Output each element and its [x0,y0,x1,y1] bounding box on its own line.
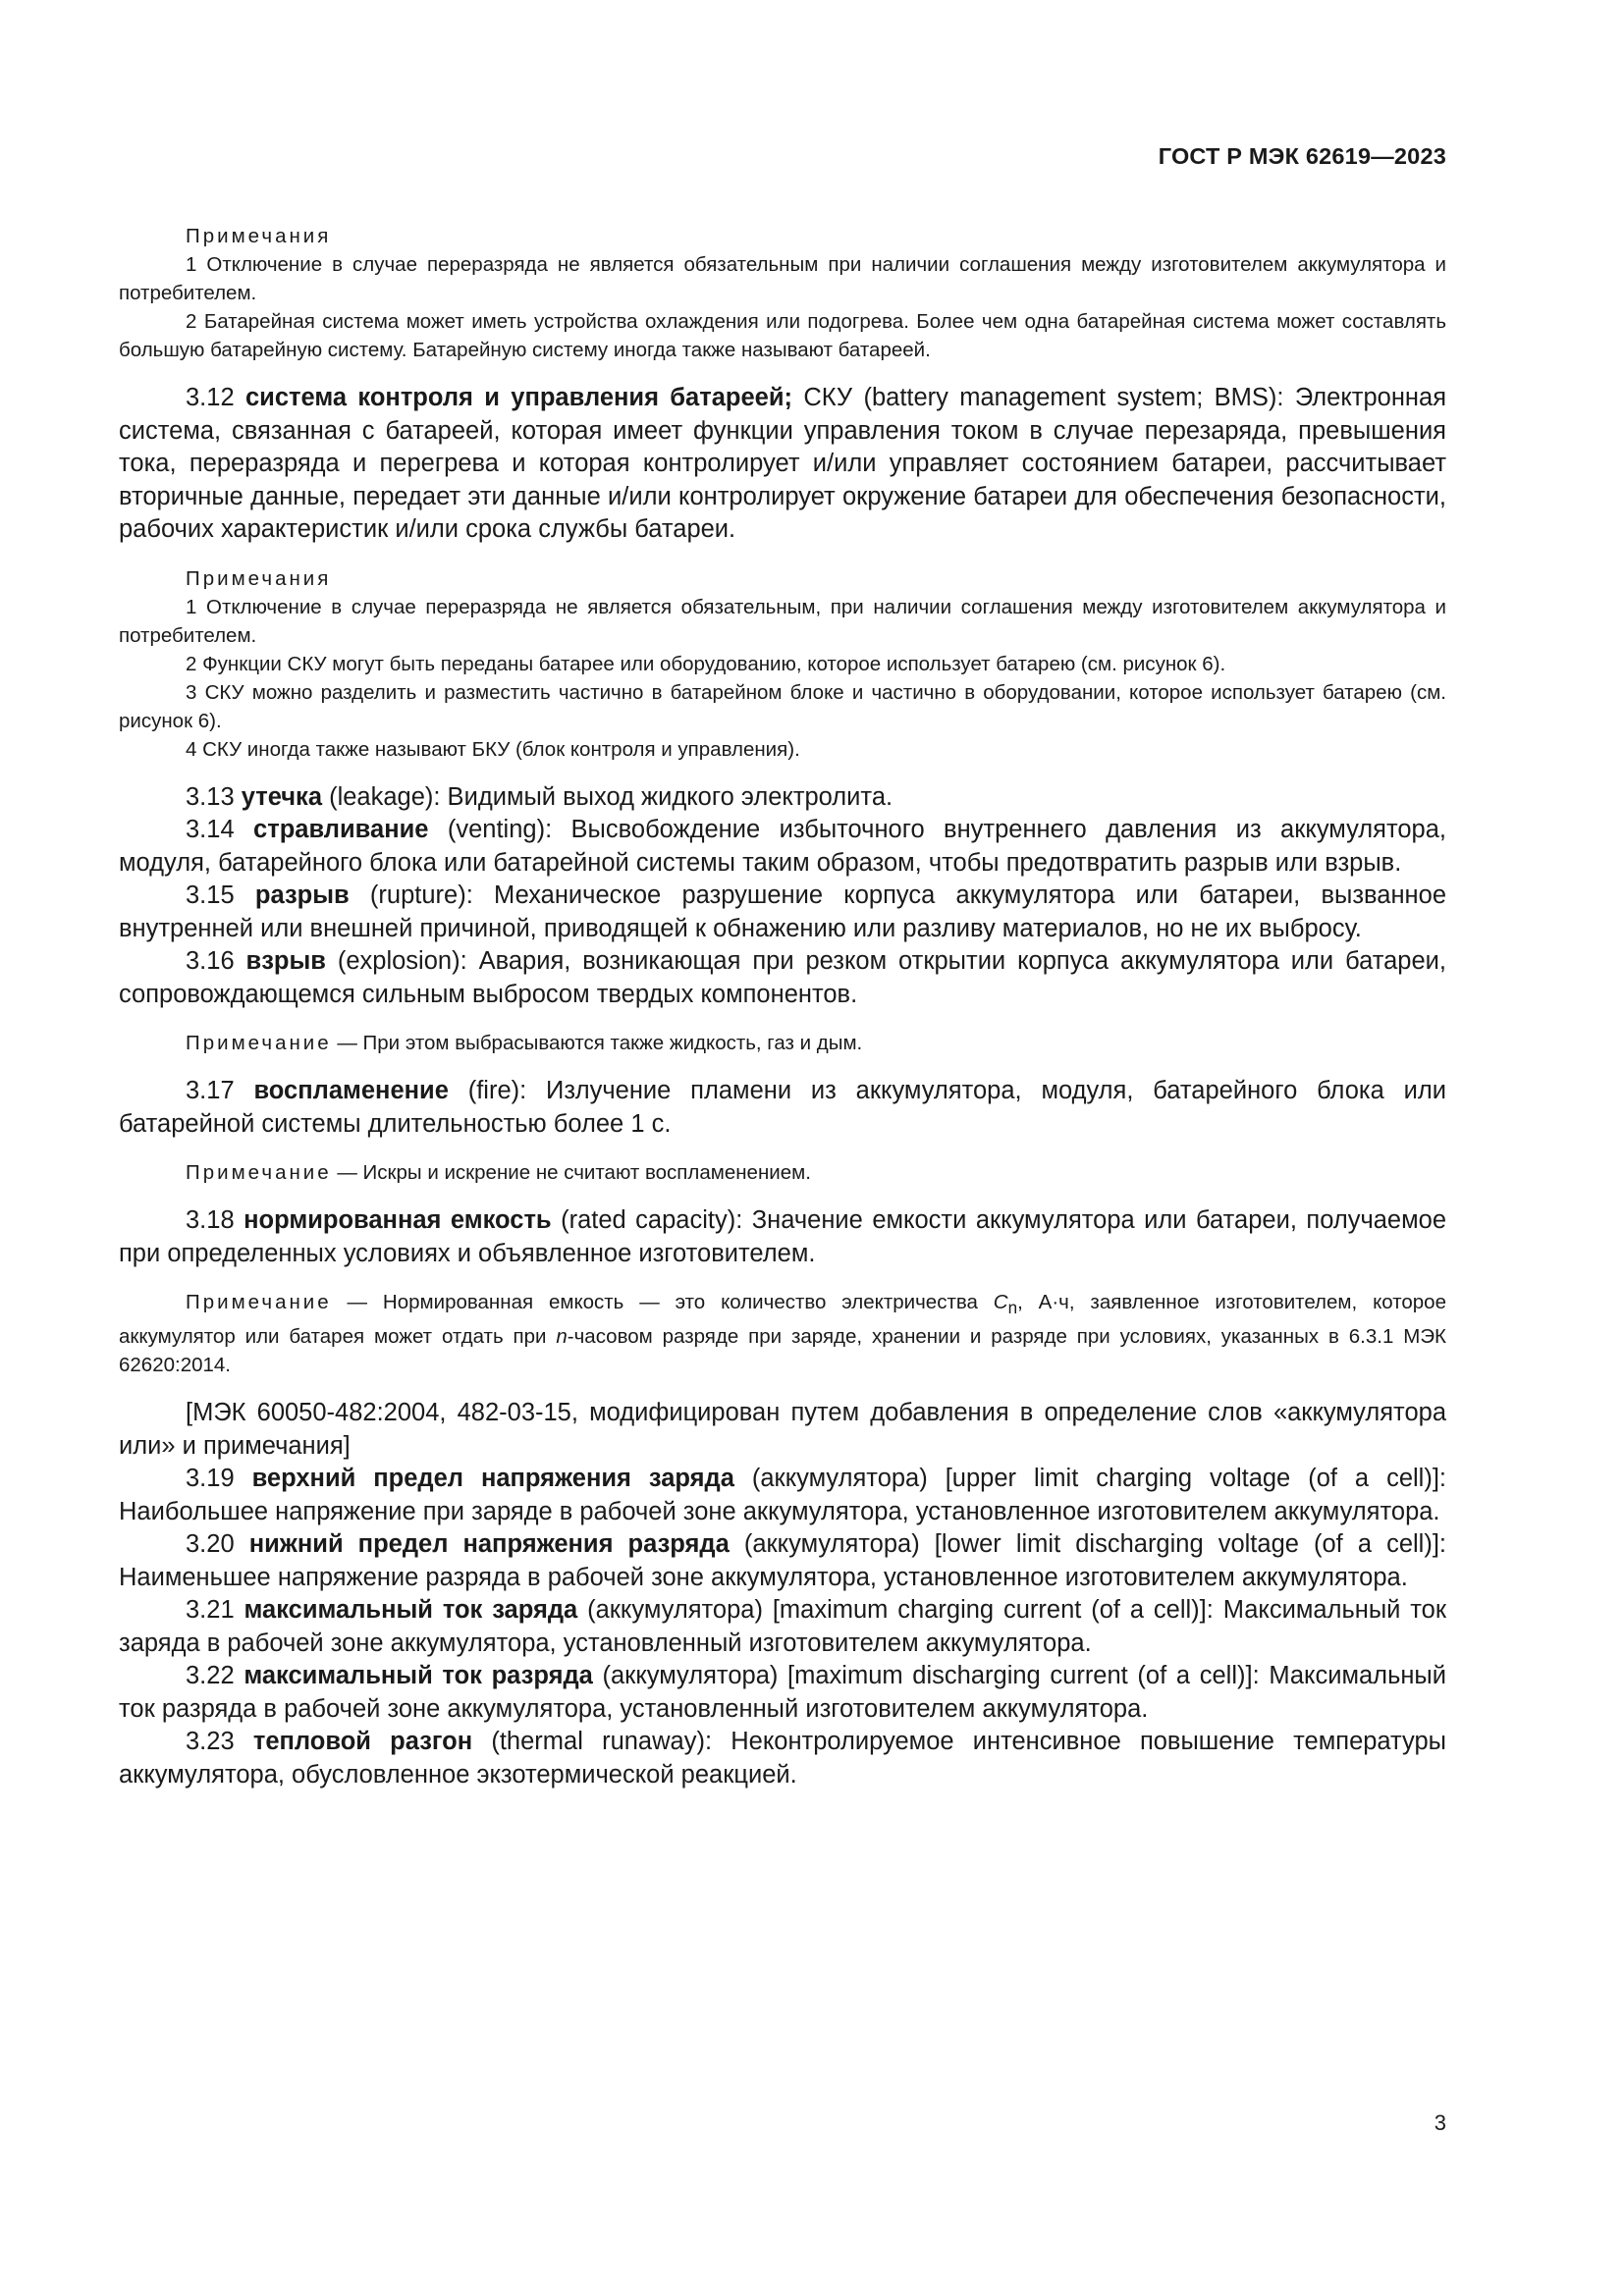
term-definition: СКУ (battery management system; BMS): Электронная система, связанная с батареей, которая имеет функции управления током в случае перезаряда, превышения тока, переразряда и перегрева и которая контролирует и/или управляет состоянием батареи, рассчитывает вторичные данные, передает эти данные и/или контролирует окружение батареи для обеспечения безопасности, рабочих характеристик и/или срока службы батареи. [119,384,1446,543]
term-number: 3.16 [186,947,246,975]
term-number: 3.19 [186,1465,252,1493]
note-label: Примечание [186,1161,332,1184]
term-name: стравливание [253,816,429,843]
term-name: максимальный ток заряда [244,1596,578,1625]
note-item: 2 Батарейная система может иметь устройства охлаждения или подогрева. Более чем одна батарейная система может составлять большую батарейную систему. Батарейную систему иногда также называют батареей. [119,310,1446,361]
document-header: ГОСТ Р МЭК 62619—2023 [1158,143,1446,169]
term-3-18 [119,1204,1446,1270]
term-number: 3.22 [186,1662,244,1690]
note-item: 3 СКУ можно разделить и разместить частично в батарейном блоке и частично в оборудовании, которое использует батарею (см. рисунок 6). [119,680,1446,732]
term-3-23 [119,1726,1446,1791]
note-3-16 [119,1029,1446,1057]
capacity-symbol: C [993,1291,1008,1313]
term-3-12 [119,382,1446,547]
note-label: Примечание [186,1032,332,1054]
note-item: 4 СКУ иногда также называют БКУ (блок контроля и управления). [186,737,800,761]
term-name: нормированная емкость [244,1206,552,1234]
term-3-22 [119,1660,1446,1726]
term-3-20 [119,1528,1446,1594]
term-definition: (thermal runaway): Неконтролируемое интенсивное повышение температуры аккумулятора, обусловленное экзотермической реакцией. [119,1728,1446,1789]
term-3-14 [119,814,1446,880]
term-definition: (аккумулятора) [maximum charging current (of a cell)]: Максимальный ток заряда в рабочей зоне аккумулятора, установленный изготовителем аккумулятора. [119,1596,1446,1657]
term-definition: (аккумулятора) [upper limit charging voltage (of a cell)]: Наибольшее напряжение при заряде в рабочей зоне аккумулятора, установленное изготовителем аккумулятора. [119,1465,1446,1525]
term-number: 3.15 [186,881,255,909]
term-definition: (rupture): Механическое разрушение корпуса аккумулятора или батареи, вызванное внутренней или внешней причиной, приводящей к обнажению или разливу материалов, но не их выбросу. [119,881,1446,942]
term-definition: (leakage): Видимый выход жидкого электролита. [322,782,893,811]
term-definition: (explosion): Авария, возникающая при резком открытии корпуса аккумулятора или батареи, сопровождающемся сильным выбросом твердых компонентов. [119,947,1446,1008]
term-number: 3.23 [186,1728,253,1756]
term-definition: (rated capacity): Значение емкости аккумулятора или батареи, получаемое при определенных условиях и объявленное изготовителем. [119,1206,1446,1267]
note-item: 1 Отключение в случае переразряда не является обязательным при наличии соглашения между изготовителем аккумулятора и потребителем. [119,253,1446,304]
term-name: нижний предел напряжения разряда [248,1530,730,1559]
note-item: 2 Функции СКУ могут быть переданы батарее или оборудованию, которое использует батарею (см. рисунок 6). [186,652,1226,675]
term-number: 3.12 [186,384,245,411]
term-3-17 [119,1075,1446,1141]
term-definition: (fire): Излучение пламени из аккумулятора, модуля, батарейного блока или батарейной системы длительностью более 1 с. [119,1077,1446,1138]
term-3-13 [119,781,1446,815]
capacity-subscript: n [1007,1299,1018,1318]
source-reference: [МЭК 60050-482:2004, 482-03-15, модифицирован путем добавления в определение слов «аккумулятора или» и примечания] [119,1399,1446,1460]
term-number: 3.14 [186,816,254,843]
term-number: 3.13 [186,782,242,811]
term-name: верхний предел напряжения заряда [251,1465,734,1493]
term-name: максимальный ток разряда [244,1662,593,1690]
term-3-21 [119,1594,1446,1660]
note-item: 1 Отключение в случае переразряда не является обязательным, при наличии соглашения между изготовителем аккумулятора и потребителем. [119,595,1446,647]
term-name: тепловой разгон [252,1728,473,1756]
note-3-18 [119,1288,1446,1379]
term-number: 3.21 [186,1596,244,1625]
term-name: утечка [241,782,322,811]
term-number: 3.20 [186,1530,249,1559]
term-3-19 [119,1463,1446,1528]
note-text: — Искры и искрение не считают воспламенением. [331,1161,811,1184]
term-number: 3.18 [186,1206,244,1234]
note-text: -часовом разряде при заряде, хранении и разряде при условиях, указанных в 6.3.1 МЭК 62620:2014. [119,1325,1446,1377]
term-number: 3.17 [186,1077,254,1104]
hour-symbol: n [556,1325,568,1349]
note-text: — При этом выбрасываются также жидкость, газ и дым. [331,1032,863,1054]
notes-heading: Примечания [186,225,332,247]
term-definition: (venting): Высвобождение избыточного внутреннего давления из аккумулятора, модуля, батарейного блока или батарейной системы таким образом, чтобы предотвратить разрыв или взрыв. [119,816,1446,877]
term-name: разрыв [254,881,350,909]
term-name: система контроля и управления батареей; [244,384,793,411]
notes-heading: Примечания [186,566,332,590]
term-name: взрыв [245,947,326,975]
note-text: — Нормированная емкость — это количество электричества [331,1291,994,1313]
term-definition: (аккумулятора) [lower limit discharging voltage (of a cell)]: Наименьшее напряжение разряда в рабочей зоне аккумулятора, установленное изготовителем аккумулятора. [119,1530,1446,1591]
page-number: 3 [1434,2110,1446,2135]
note-label: Примечание [186,1291,332,1313]
note-3-17 [119,1158,1446,1187]
page-content [119,222,1446,1791]
term-name: воспламенение [253,1077,449,1104]
term-3-15 [119,880,1446,945]
note-text: , А·ч, заявленное изготовителем, которое аккумулятор или батарея может отдать при [119,1291,1446,1349]
term-definition: (аккумулятора) [maximum discharging current (of a cell)]: Максимальный ток разряда в рабочей зоне аккумулятора, установленный изготовителем аккумулятора. [119,1662,1447,1723]
term-3-16 [119,945,1446,1011]
